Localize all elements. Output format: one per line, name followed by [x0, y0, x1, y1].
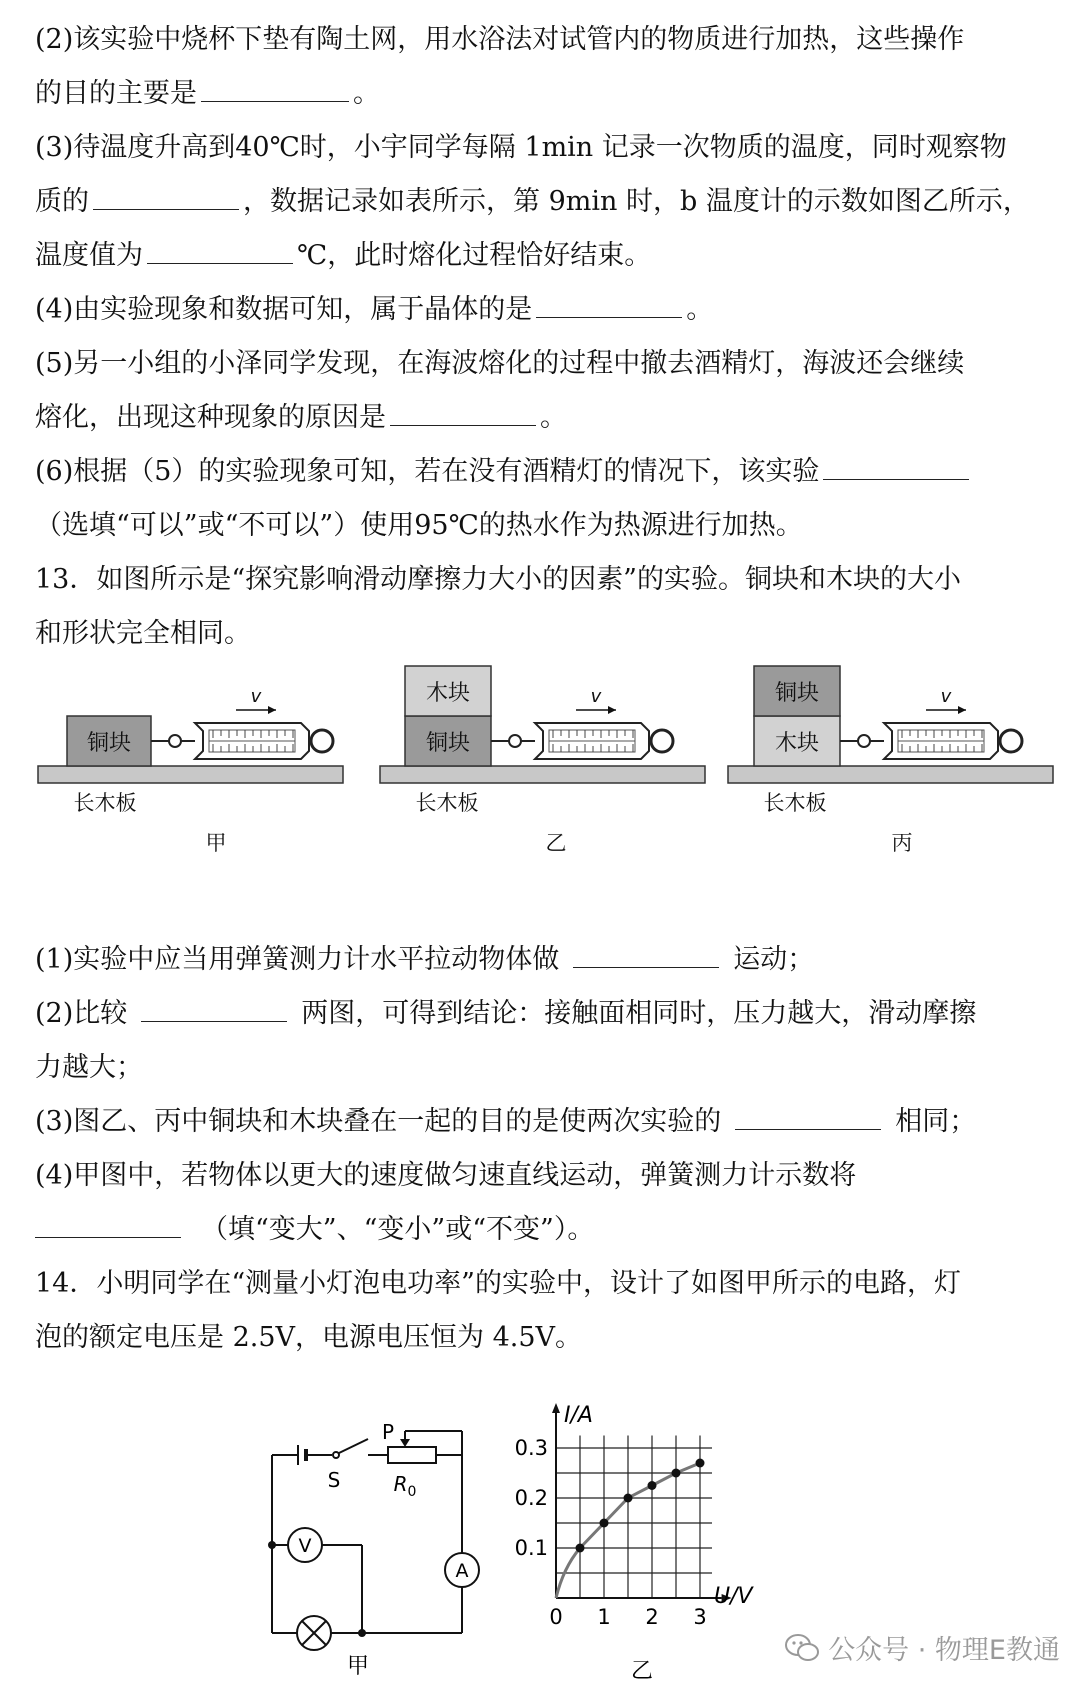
q13-part4-line2: [35, 1212, 594, 1248]
q13-part2-line1: [35, 996, 976, 1032]
figure-caption-jia: 甲: [205, 831, 227, 855]
q12-part5-end: 。: [540, 402, 567, 433]
rheostat-label: $R_0$: [393, 1472, 417, 1500]
q12-part5-text: 熔化，出现这种现象的原因是: [35, 402, 386, 433]
q13-part4-end: （填“变大”、“变小”或“不变”）。: [201, 1214, 595, 1245]
x-tick-label: 0: [549, 1605, 563, 1629]
q12-part5-line2: [35, 400, 567, 436]
answer-blank[interactable]: [536, 293, 682, 318]
x-axis-label: U/V: [714, 1584, 753, 1609]
velocity-arrow: [926, 706, 966, 714]
spring-scale: [491, 723, 673, 759]
q12-part2-text: 的目的主要是: [35, 78, 197, 109]
data-point: [576, 1544, 585, 1553]
q13-intro-line1: 13．如图所示是“探究影响滑动摩擦力大小的因素”的实验。铜块和木块的大小: [35, 564, 961, 595]
slider-label: P: [381, 1420, 395, 1444]
q12-part2-line1: (2)该实验中烧杯下垫有陶土网，用水浴法对试管内的物质进行加热，这些操作: [35, 24, 965, 55]
long-board: [38, 766, 343, 783]
copper-block-label: 铜块: [425, 731, 471, 756]
answer-blank[interactable]: [147, 239, 293, 264]
circuit-diagram: [250, 1405, 530, 1685]
y-axis-arrow-icon: [552, 1403, 560, 1413]
figure-caption-bing: 丙: [891, 831, 913, 855]
data-point: [696, 1459, 705, 1468]
figure-jia: [38, 686, 343, 855]
q12-part6-line1: [35, 454, 973, 490]
watermark: [784, 1628, 1060, 1667]
q12-part3-line2: [35, 184, 1030, 220]
q12-part5-line1: (5)另一小组的小泽同学发现，在海波熔化的过程中撤去酒精灯，海波还会继续: [35, 348, 965, 379]
copper-block-label: 铜块: [86, 731, 132, 756]
figure-caption-yi: 乙: [545, 831, 567, 855]
ammeter-label: A: [455, 1560, 469, 1582]
data-point: [600, 1519, 609, 1528]
answer-blank[interactable]: [823, 455, 969, 480]
switch-label: S: [327, 1468, 341, 1492]
graph-axes: [552, 1403, 732, 1602]
data-point: [624, 1494, 633, 1503]
y-tick-label: 0.3: [514, 1436, 548, 1460]
answer-blank[interactable]: [201, 77, 349, 102]
q13-part2-line2: 力越大；: [35, 1052, 143, 1083]
y-tick-label: 0.1: [514, 1536, 548, 1560]
q13-part4-line1: (4)甲图中，若物体以更大的速度做匀速直线运动，弹簧测力计示数将: [35, 1160, 857, 1191]
junction-dot: [268, 1541, 276, 1549]
q12-part6-text: (6)根据（5）的实验现象可知，若在没有酒精灯的情况下，该实验: [35, 456, 820, 487]
figure-yi: [380, 666, 705, 855]
q12-part3-line1: (3)待温度升高到40℃时，小宇同学每隔 1min 记录一次物质的温度，同时观察物: [35, 132, 1007, 163]
q12-part3-text: 质的: [35, 186, 89, 217]
q14-intro-line2: 泡的额定电压是 2.5V，电源电压恒为 4.5V。: [35, 1322, 583, 1353]
q12-part2-line2: [35, 76, 380, 112]
velocity-arrow: [236, 706, 276, 714]
answer-blank[interactable]: [735, 1105, 881, 1130]
velocity-arrow: [576, 706, 616, 714]
wood-block-label: 木块: [774, 731, 820, 756]
figure-bing: [728, 666, 1053, 855]
q14-intro-line1: 14．小明同学在“测量小灯泡电功率”的实验中，设计了如图甲所示的电路，灯: [35, 1268, 961, 1299]
y-tick-label: 0.2: [514, 1486, 548, 1510]
data-point: [672, 1469, 681, 1478]
board-label: 长木板: [763, 791, 827, 815]
q13-part3-line: [35, 1104, 976, 1140]
q12-part3-text2: ，数据记录如表所示，第 9min 时，b 温度计的示数如图乙所示，: [243, 186, 1030, 217]
answer-blank[interactable]: [93, 185, 239, 210]
data-point: [648, 1481, 657, 1490]
board-label: 长木板: [415, 791, 479, 815]
q13-part1-line: [35, 942, 814, 978]
q12-part4-end: 。: [686, 294, 714, 325]
x-tick-label: 2: [645, 1605, 659, 1629]
long-board: [728, 766, 1053, 783]
q13-part2-text2: 两图，可得到结论：接触面相同时，压力越大，滑动摩擦: [301, 998, 977, 1029]
long-board: [380, 766, 705, 783]
copper-block-label: 铜块: [774, 681, 820, 706]
tick-labels: [515, 1436, 707, 1629]
q12-part6-line2: （选填“可以”或“不可以”）使用95℃的热水作为热源进行加热。: [35, 510, 803, 541]
velocity-label: v: [590, 686, 602, 707]
graph-grid: [556, 1436, 712, 1599]
graph-caption: 乙: [630, 1659, 654, 1684]
spring-scale: [151, 723, 333, 759]
x-tick-label: 1: [597, 1605, 611, 1629]
q13-part3-text: (3)图乙、丙中铜块和木块叠在一起的目的是使两次实验的: [35, 1106, 722, 1137]
q12-part3-text4: ℃，此时熔化过程恰好结束。: [297, 240, 652, 271]
q13-part3-end: 相同；: [895, 1106, 977, 1137]
junction-dot: [358, 1629, 366, 1637]
q12-part2-end: 。: [353, 78, 380, 109]
y-axis-label: I/A: [564, 1403, 593, 1428]
velocity-label: v: [940, 686, 952, 707]
friction-experiment-figure: [0, 660, 1080, 920]
wood-block-label: 木块: [425, 681, 471, 706]
q12-part3-line3: [35, 238, 651, 274]
watermark-text: 公众号 · 物理E教通: [828, 1635, 1060, 1666]
answer-blank[interactable]: [141, 997, 287, 1022]
slider-arrow-icon: [400, 1439, 410, 1447]
q12-part4-line: [35, 292, 713, 328]
answer-blank[interactable]: [35, 1213, 181, 1238]
q13-part1-end: 运动；: [733, 944, 815, 975]
board-label: 长木板: [73, 791, 137, 815]
velocity-label: v: [250, 686, 262, 707]
q13-part1-text: (1)实验中应当用弹簧测力计水平拉动物体做: [35, 944, 560, 975]
q12-part3-text3: 温度值为: [35, 240, 143, 271]
q13-intro-line2: 和形状完全相同。: [35, 618, 251, 649]
voltmeter-label: V: [298, 1535, 312, 1557]
answer-blank[interactable]: [573, 943, 719, 968]
x-tick-label: 3: [693, 1605, 707, 1629]
q13-part2-text: (2)比较: [35, 998, 128, 1029]
circuit-caption: 甲: [346, 1654, 370, 1679]
spring-scale: [840, 723, 1022, 759]
q12-part4-text: (4)由实验现象和数据可知，属于晶体的是: [35, 294, 533, 325]
wechat-icon: [784, 1633, 820, 1663]
answer-blank[interactable]: [390, 401, 536, 426]
